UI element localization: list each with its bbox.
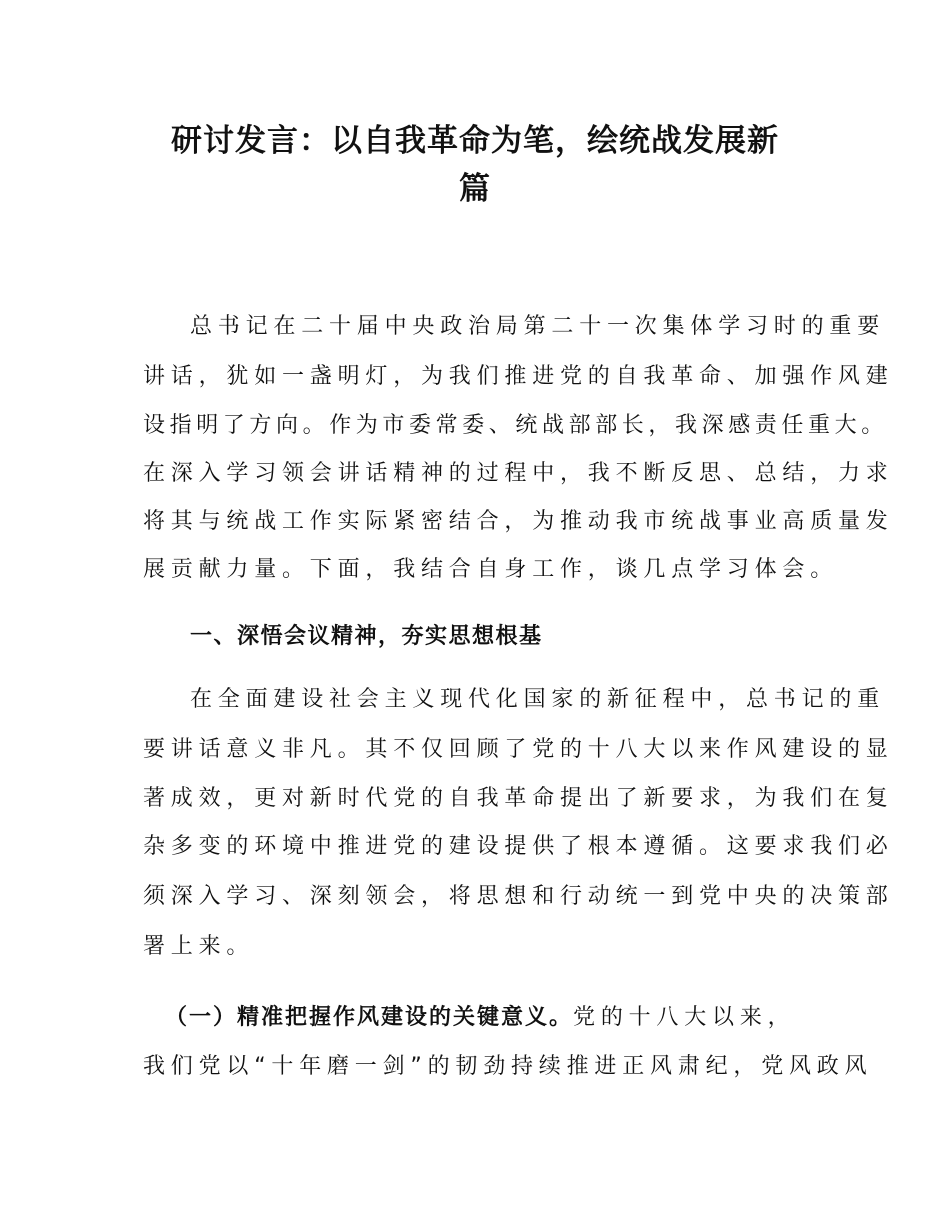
text-line [165, 1003, 845, 1033]
text-span: 党的十八大以来， [573, 1005, 796, 1030]
section-heading: 一、深悟会议精神，夯实思想根基 [190, 624, 543, 649]
text-line: 在全面建设社会主义现代化国家的新征程中，总书记的重 [190, 687, 886, 712]
text-line: 展贡献力量。下面，我结合自身工作，谈几点学习体会。 [143, 557, 839, 582]
text-line: 须深入学习、深刻领会，将思想和行动统一到党中央的决策部 [143, 884, 894, 909]
text-line: 我们党以“十年磨一剑”的韧劲持续推进正风肃纪，党风政风 [143, 1054, 873, 1079]
text-line: 将其与统战工作实际紧密结合，为推动我市统战事业高质量发 [143, 509, 894, 534]
text-line: 在深入学习领会讲话精神的过程中，我不断反思、总结，力求 [143, 461, 894, 486]
text-line: 要讲话意义非凡。其不仅回顾了党的十八大以来作风建设的显 [143, 737, 894, 762]
title-line-2: 篇 [459, 171, 491, 207]
title-line-1: 研讨发言：以自我革命为笔，绘统战发展新 [171, 123, 779, 159]
text-line: 讲话，犹如一盏明灯，为我们推进党的自我革命、加强作风建 [143, 364, 894, 389]
text-line: 署上来。 [143, 934, 255, 959]
text-line: 总书记在二十届中央政治局第二十一次集体学习时的重要 [190, 314, 886, 339]
text-line: 设指明了方向。作为市委常委、统战部部长，我深感责任重大。 [143, 413, 888, 438]
subsection-heading: （一）精准把握作风建设的关键意义。 [165, 1005, 574, 1030]
text-line: 杂多变的环境中推进党的建设提供了根本遵循。这要求我们必 [143, 834, 894, 859]
text-line: 著成效，更对新时代党的自我革命提出了新要求，为我们在复 [143, 786, 894, 811]
